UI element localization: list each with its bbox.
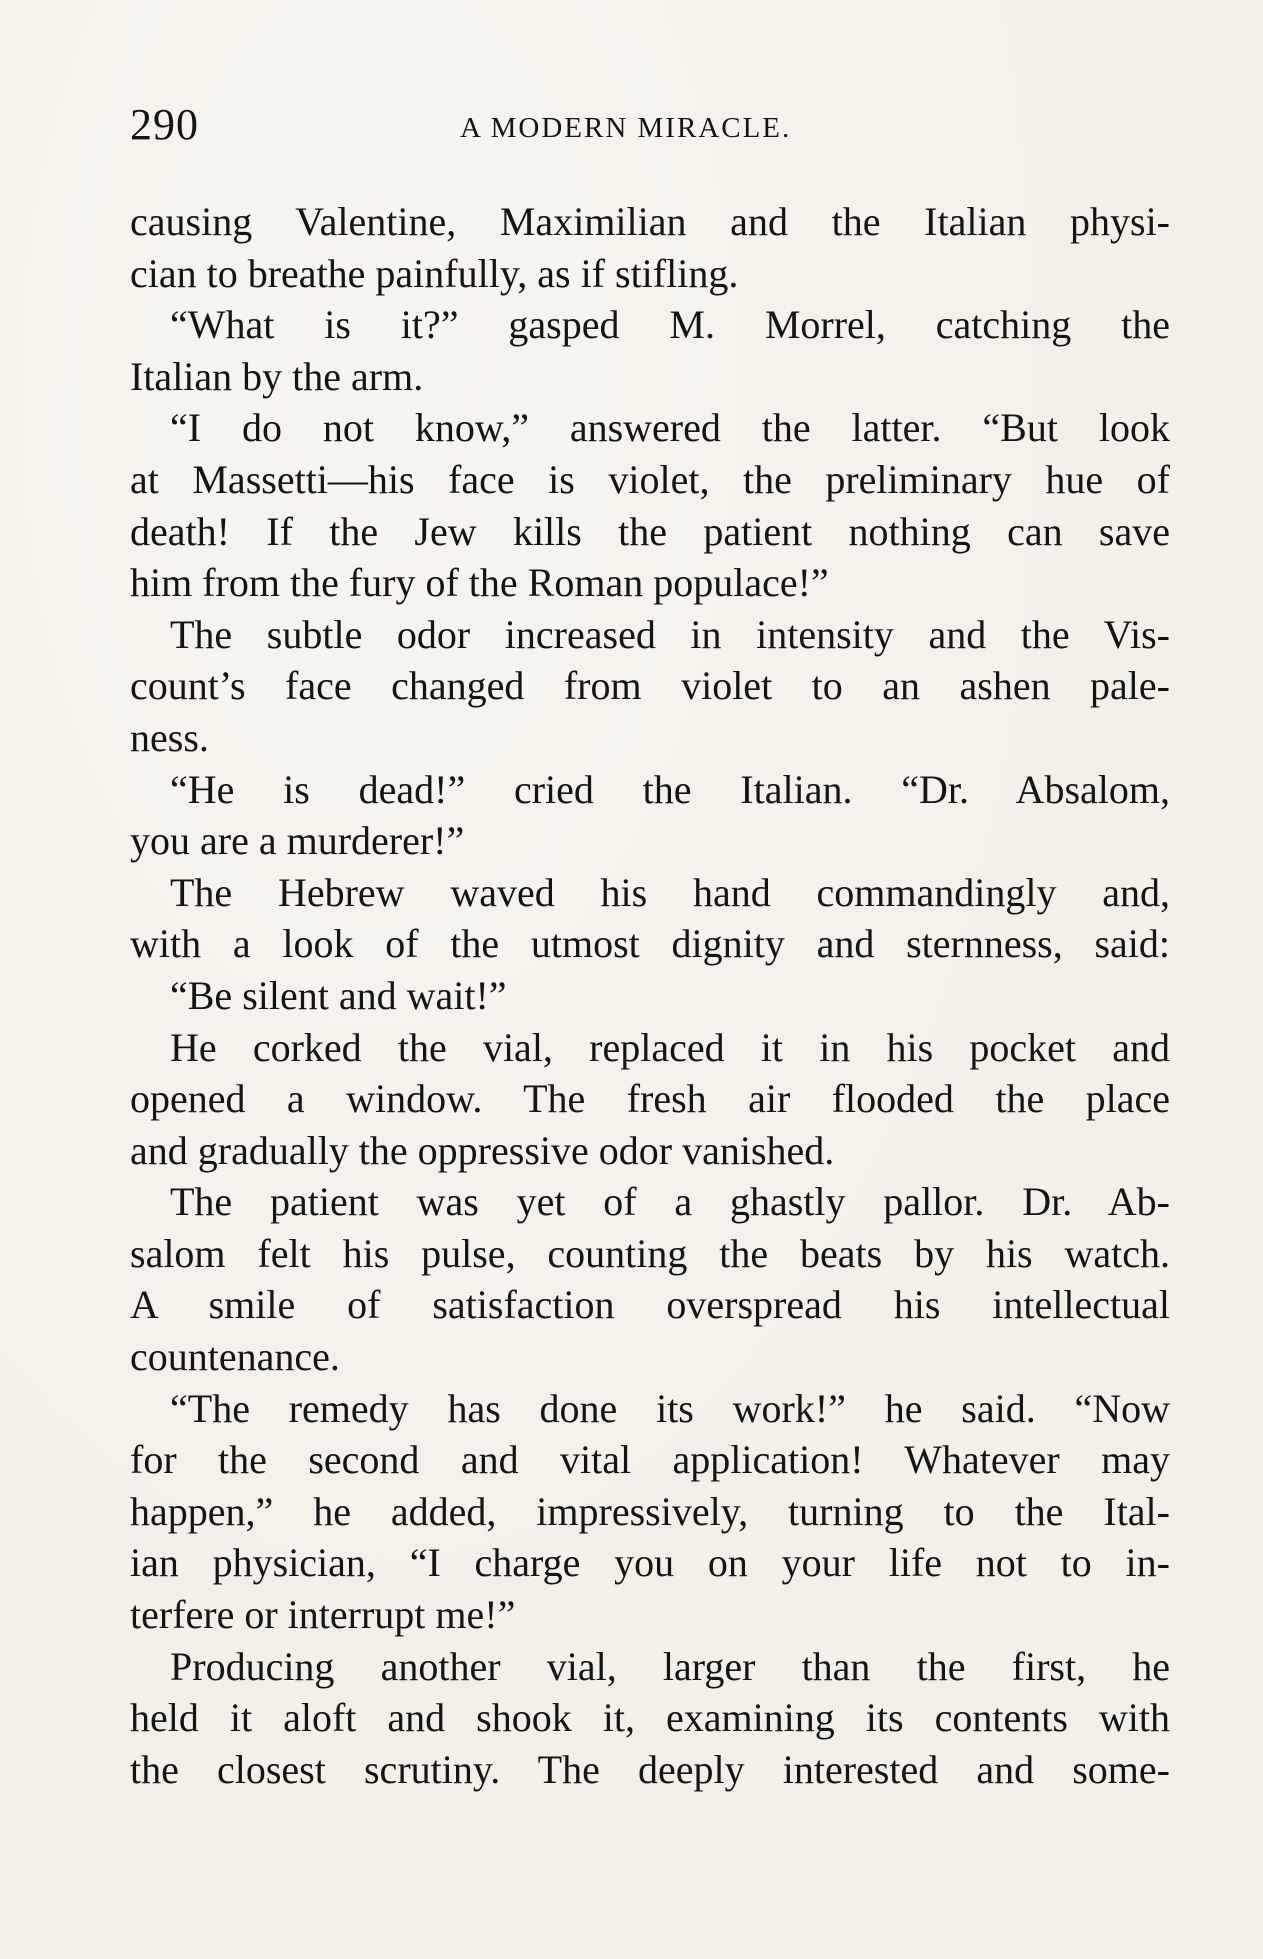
text-line: The subtle odor increased in intensity and the Vis- — [170, 611, 1170, 657]
text-line: count’s face changed from violet to an ashen pale- — [130, 663, 1170, 709]
text-line: happen,” he added, impressively, turning to the Ital- — [130, 1488, 1170, 1534]
text-line: countenance. — [130, 1334, 340, 1380]
text-line: death! If the Jew kills the patient nothing can save — [130, 508, 1170, 554]
text-line: cian to breathe painfully, as if stifling. — [130, 250, 739, 296]
text-line: “I do not know,” answered the latter. “But look — [170, 405, 1170, 451]
text-line: him from the fury of the Roman populace!” — [130, 560, 829, 606]
text-line: A smile of satisfaction overspread his intellectual — [130, 1282, 1170, 1328]
text-line: salom felt his pulse, counting the beats by his watch. — [130, 1230, 1170, 1276]
text-line: ness. — [130, 714, 209, 760]
text-line: the closest scrutiny. The deeply interested and some- — [130, 1746, 1170, 1792]
text-line: “He is dead!” cried the Italian. “Dr. Absalom, — [170, 766, 1170, 812]
text-line: He corked the vial, replaced it in his pocket and — [170, 1024, 1170, 1070]
body-text — [130, 196, 1170, 1795]
page-number: 290 — [130, 100, 199, 149]
text-line: “Be silent and wait!” — [170, 972, 507, 1018]
text-line: ian physician, “I charge you on your life not to in- — [130, 1540, 1170, 1586]
text-line: “What is it?” gasped M. Morrel, catching the — [170, 302, 1170, 348]
text-line: terfere or interrupt me!” — [130, 1592, 516, 1638]
text-line: “The remedy has done its work!” he said. “Now — [170, 1385, 1170, 1431]
text-line: with a look of the utmost dignity and sternness, said: — [130, 921, 1170, 967]
text-line: Producing another vial, larger than the first, he — [170, 1643, 1170, 1689]
text-line: at Massetti—his face is violet, the preliminary hue of — [130, 456, 1170, 502]
text-line: The Hebrew waved his hand commandingly and, — [170, 869, 1170, 915]
text-line: The patient was yet of a ghastly pallor. Dr. Ab- — [170, 1179, 1170, 1225]
text-line: for the second and vital application! Whatever may — [130, 1437, 1170, 1483]
text-line: causing Valentine, Maximilian and the Italian physi- — [130, 199, 1170, 244]
text-line: you are a murderer!” — [130, 818, 465, 864]
text-line: opened a window. The fresh air flooded the place — [130, 1076, 1170, 1122]
running-title: A MODERN MIRACLE. — [460, 112, 792, 144]
running-head — [130, 100, 1170, 150]
text-line: and gradually the oppressive odor vanished. — [130, 1127, 835, 1173]
text-line: Italian by the arm. — [130, 353, 424, 399]
text-line: held it aloft and shook it, examining its contents with — [130, 1695, 1170, 1741]
